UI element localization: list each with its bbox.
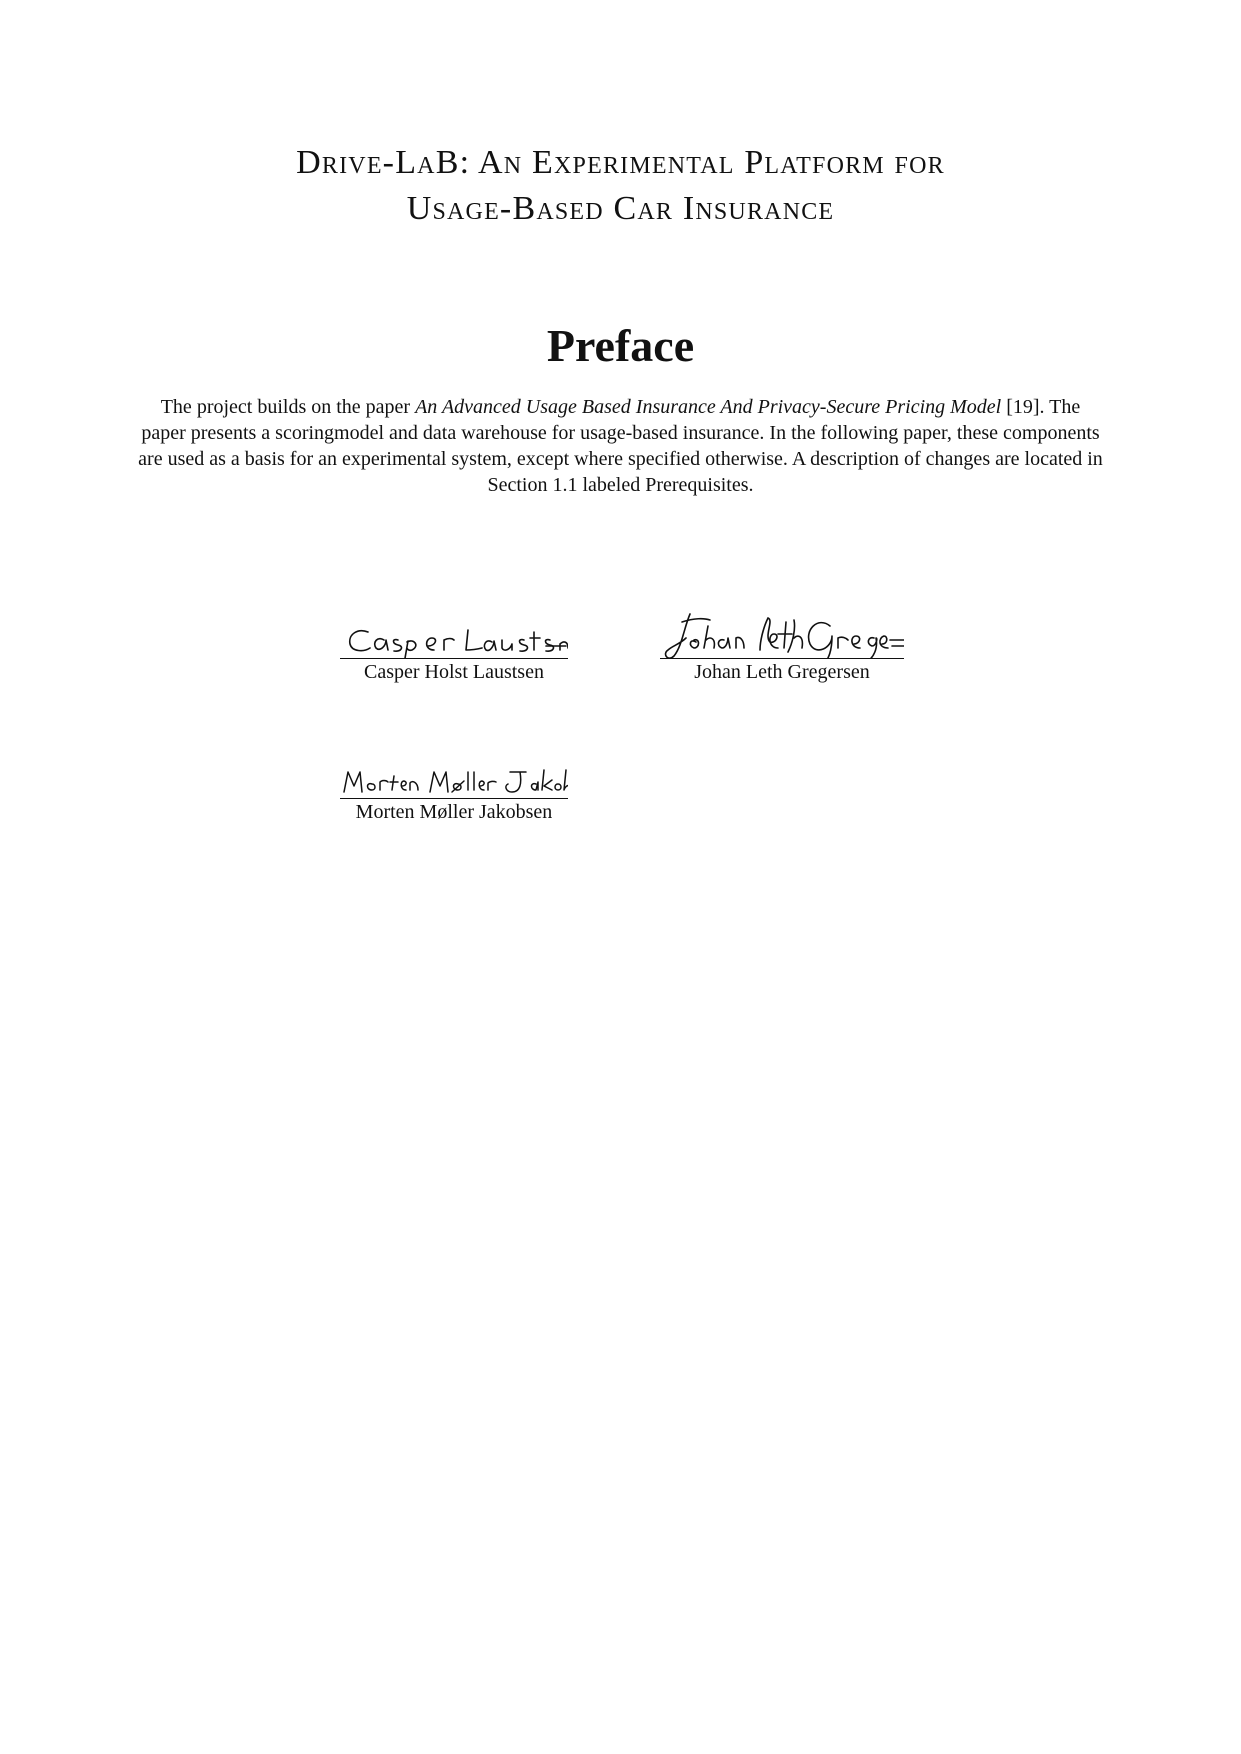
signature-block-casper [340, 608, 568, 685]
paragraph-intro: The project builds on the paper [160, 396, 416, 418]
signatory-name: Johan Leth Gregersen [694, 661, 870, 683]
title-line-2: Usage-Based Car Insurance [406, 190, 835, 227]
title-line-1: Drive-LaB: An Experimental Platform for [296, 144, 945, 181]
referenced-paper-title: An Advanced Usage Based Insurance And Privacy-Secure Pricing Model [415, 396, 1002, 418]
signature-block-morten [340, 748, 568, 825]
signatory-name: Morten Møller Jakobsen [355, 801, 553, 823]
preface-paragraph [138, 394, 1103, 498]
paragraph-rest: [19]. The paper presents a scoringmodel and data warehouse for usage-based insurance. In the following paper, these components are used as a basis for an experimental system, except where specified otherwise. A description of changes are located in Section 1.1 labeled Prerequisites. [138, 396, 1103, 496]
handwritten-signature-morten [340, 748, 568, 798]
signatory-name: Casper Holst Laustsen [364, 661, 544, 683]
preface-heading: Preface [546, 320, 695, 371]
document-title [0, 140, 1241, 232]
handwritten-signature-johan [660, 608, 904, 658]
signature-block-johan [660, 608, 904, 685]
handwritten-signature-casper [340, 608, 568, 658]
